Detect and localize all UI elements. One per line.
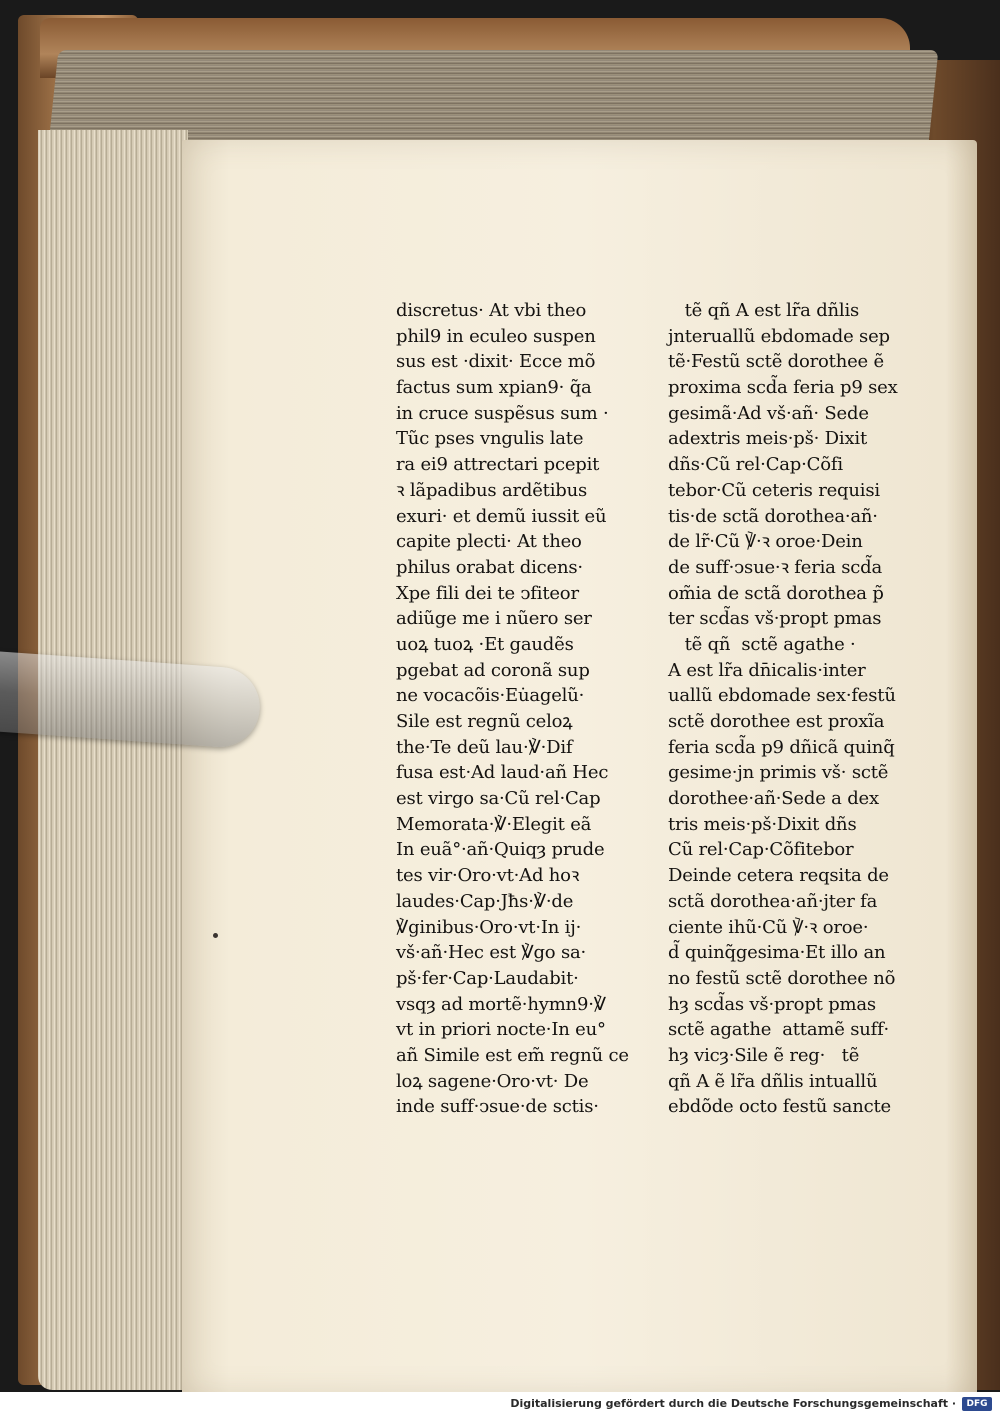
text-line: A est lr̃a dn̄icalis·inter	[668, 659, 866, 681]
text-line: tes vir·Oro·vt·Ad hoꝛ	[396, 865, 580, 887]
text-line: ter scd̃as vš·propt pmas	[668, 608, 882, 630]
text-line: Sile est regnũ celoꝝ	[396, 711, 573, 732]
text-line: capite plecti· At theo	[396, 531, 582, 553]
text-line: añ Simile est em̃ regnũ ce	[396, 1044, 629, 1066]
text-line: ꝛ lãpadibus ardẽtibus	[396, 479, 588, 501]
text-line: in cruce suspẽsus sum ·	[396, 402, 609, 424]
text-line: no festũ sctẽ dorothee nõ	[668, 967, 896, 989]
text-line: tebor·Cũ ceteris requisi	[668, 479, 880, 501]
text-line: adiũge me i nũero ser	[396, 608, 592, 630]
text-line: de suff·ↄsue·ꝛ feria scd̃a	[668, 556, 883, 578]
text-line: the·Te deũ lau·℣·Dif	[396, 736, 573, 758]
text-line: dorothee·añ·Sede a dex	[668, 788, 879, 810]
text-line: tis·de sctã dorothea·añ·	[668, 505, 878, 527]
text-line: tẽ qñ sctẽ agathe ·	[668, 633, 856, 655]
text-line: uoꝝ tuoꝝ ·Et gaudẽs	[396, 633, 574, 655]
text-line: phil9 in eculeo suspen	[396, 325, 596, 347]
text-line: ra ei9 attrectari pcepit	[396, 454, 600, 476]
text-line: Tũc pses vngulis late	[396, 428, 584, 450]
text-line: discretus· At vbi theo	[396, 300, 587, 321]
text-column-left	[396, 298, 629, 1120]
text-line: ℣ginibus·Oro·vt·In ij·	[396, 916, 582, 938]
text-line: d̃ quinq̃gesima·Et illo an	[668, 942, 886, 964]
text-line: Deinde cetera reqsita de	[668, 865, 889, 887]
text-line: feria scd̃a p9 dñicã quinq̃	[668, 736, 895, 758]
text-line: vt in priori nocte·In eu°	[396, 1019, 606, 1041]
text-line: Memorata·℣·Elegit eã	[396, 813, 592, 835]
text-line: est virgo sa·Cũ rel·Cap	[396, 788, 601, 810]
text-line: dñs·Cũ rel·Cap·Cõfi	[668, 454, 843, 476]
text-line: tẽ·Festũ sctẽ dorothee ẽ	[668, 351, 884, 373]
text-line: In euã°·añ·Quiqȝ prude	[396, 839, 605, 861]
text-line: ne vocacõis·Eu̇agelũ·	[396, 685, 585, 707]
text-line: vš·añ·Hec est ℣go sa·	[396, 942, 587, 964]
footer-credit: Digitalisierung gefördert durch die Deutsche Forschungsgemeinschaft ·	[510, 1397, 956, 1410]
text-line: adextris meis·pš· Dixit	[668, 428, 867, 450]
text-line: sctẽ agathe attamẽ suff·	[668, 1019, 890, 1041]
text-line: gesimã·Ad vš·añ· Sede	[668, 402, 869, 424]
text-line: hȝ vicȝ·Sile ẽ reg· tẽ	[668, 1044, 860, 1066]
text-line: hȝ scd̃as vš·propt pmas	[668, 993, 876, 1015]
text-line: loꝝ sagene·Oro·vt· De	[396, 1070, 589, 1092]
text-line: fusa est·Ad laud·añ Hec	[396, 762, 609, 784]
text-line: factus sum xpian9· q̃a	[396, 377, 592, 399]
text-line: ciente ihũ·Cũ ℣·ꝛ oroe·	[668, 916, 869, 938]
text-line: laudes·Cap·Jħs·℣·de	[396, 890, 574, 912]
text-line: om̃ia de sctã dorothea p̃	[668, 582, 884, 604]
text-line: tẽ qñ A est lr̃a dñlis	[668, 300, 860, 321]
text-line: pš·fer·Cap·Laudabit·	[396, 967, 579, 989]
text-line: sctã dorothea·añ·jter fa	[668, 890, 878, 912]
text-line: exuri· et demũ iussit eũ	[396, 505, 607, 527]
page-edges-left	[38, 130, 188, 1390]
page-mark	[213, 933, 218, 938]
text-line: de lr̃·Cũ ℣·ꝛ oroe·Dein	[668, 531, 863, 553]
text-line: ebdõde octo festũ sancte	[668, 1096, 891, 1118]
text-line: philus orabat dicens·	[396, 556, 583, 578]
text-line: tris meis·pš·Dixit dñs	[668, 813, 857, 835]
text-line: qñ A ẽ lr̃a dñlis intuallũ	[668, 1070, 878, 1092]
text-line: inde suff·ↄsue·de sctis·	[396, 1096, 599, 1118]
text-line: sctẽ dorothee est proxĩa	[668, 711, 885, 732]
text-line: gesime·jn primis vš· sctẽ	[668, 762, 889, 784]
text-line: Xpe fili dei te ↄfiteor	[396, 582, 579, 604]
text-line: proxima scd̃a feria p9 sex	[668, 377, 898, 399]
dfg-logo: DFG	[962, 1397, 992, 1411]
text-line: Cũ rel·Cap·Cõfitebor	[668, 839, 854, 861]
text-line: sus est ·dixit· Ecce mõ	[396, 351, 596, 373]
text-line: jnteruallũ ebdomade sep	[668, 325, 890, 347]
text-line: vsqȝ ad mortẽ·hymn9·℣	[396, 993, 606, 1015]
text-line: uallũ ebdomade sex·festũ	[668, 685, 896, 707]
text-line: pgebat ad coronã sup	[396, 659, 590, 681]
footer-bar	[0, 1392, 1000, 1416]
text-column-right	[668, 298, 898, 1120]
